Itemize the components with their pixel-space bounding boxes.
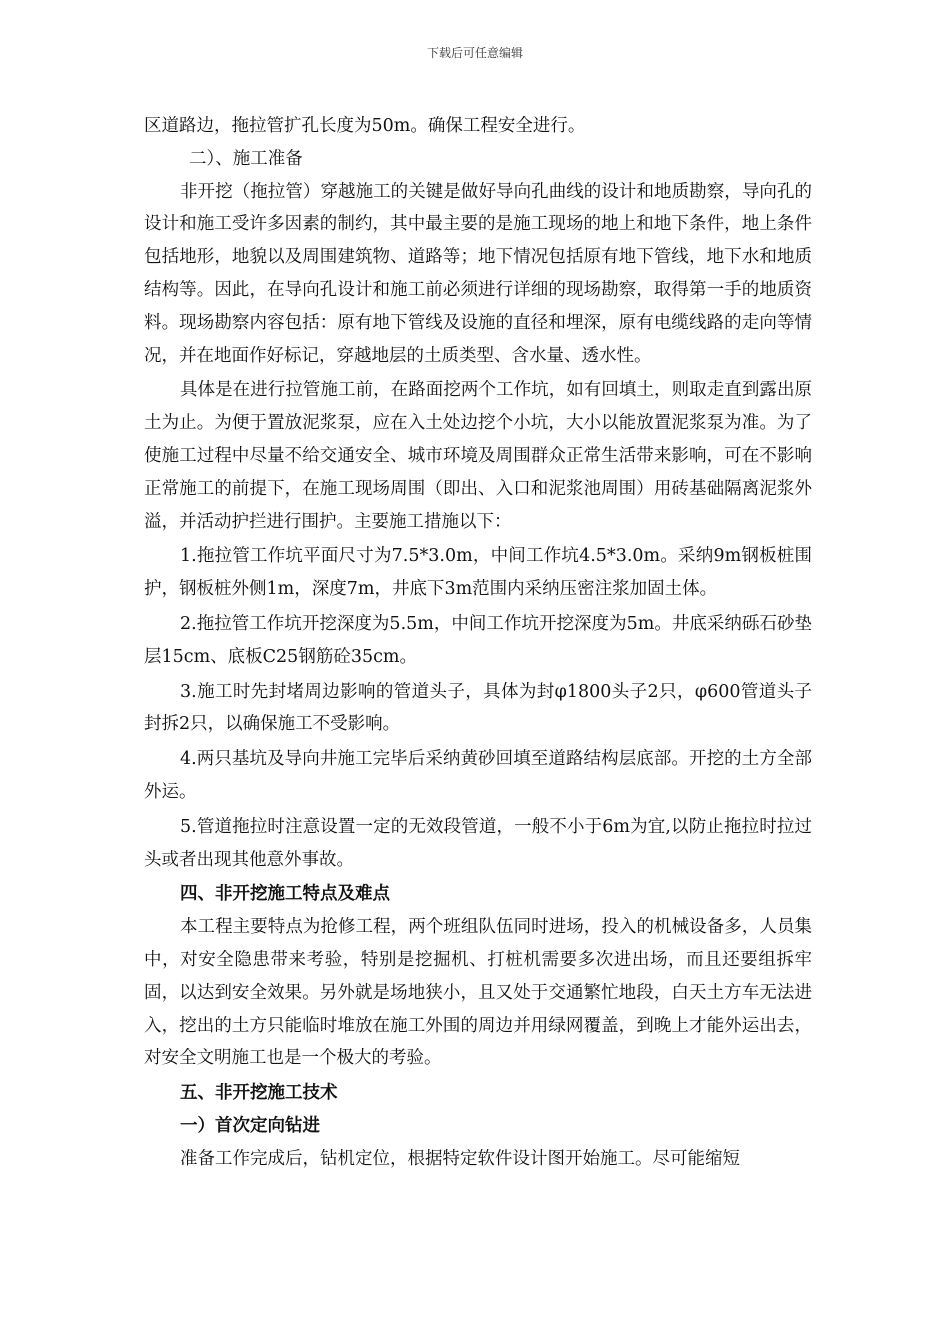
list-item-2: 2.拖拉管工作坑开挖深度为5.5m，中间工作坑开挖深度为5m。井底采纳砾石砂垫层15cm、底板C25钢筋砼35cm。 xyxy=(144,613,812,667)
section-heading-technique: 五、非开挖施工技术 xyxy=(180,1083,338,1104)
list-item-3: 3.施工时先封堵周边影响的管道头子，具体为封φ1800头子2只，φ600管道头子封拆2只，以确保施工不受影响。 xyxy=(144,681,812,735)
paragraph-continuation: 区道路边，拖拉管扩孔长度为50m。确保工程安全进行。 xyxy=(144,116,586,136)
section-heading-features: 四、非开挖施工特点及难点 xyxy=(180,884,390,905)
list-item-5: 5.管道拖拉时注意设置一定的无效段管道，一般不小于6m为宜,以防止拖拉时拉过头或者出现其他意外事故。 xyxy=(144,816,812,870)
paragraph-work-pit: 具体是在进行拉管施工前，在路面挖两个工作坑，如有回填土，则取走直到露出原土为止。为便于置放泥浆泵，应在入土处边挖个小坑，大小以能放置泥浆泵为准。为了使施工过程中尽量不给交通安全、城市环境及周围群众正常生活带来影响，可在不影响正常施工的前提下，在施工现场周围（即出、入口和泥浆池周围）用砖基础隔离泥浆外溢，并活动护拦进行围护。主要施工措施以下： xyxy=(144,380,812,532)
paragraph-drilling: 准备工作完成后，钻机定位，根据特定软件设计图开始施工。尽可能缩短 xyxy=(180,1148,740,1169)
paragraph-survey: 非开挖（拖拉管）穿越施工的关键是做好导向孔曲线的设计和地质勘察，导向孔的设计和施工受许多因素的制约，其中最主要的是施工现场的地上和地下条件，地上条件包括地形，地貌以及周围建筑物、道路等；地下情况包括原有地下管线，地下水和地质结构等。因此，在导向孔设计和施工前必须进行详细的现场勘察，取得第一手的地质资料。现场勘察内容包括：原有地下管线及设施的直径和埋深，原有电缆线路的走向等情况，并在地面作好标记，穿越地层的土质类型、含水量、透水性。 xyxy=(144,181,812,366)
list-item-1: 1.拖拉管工作坑平面尺寸为7.5*3.0m，中间工作坑4.5*3.0m。采纳9m钢板桩围护，钢板桩外侧1m，深度7m，井底下3m范围内采纳压密注浆加固土体。 xyxy=(144,546,812,600)
section-heading-construction-prep: 二）、施工准备 xyxy=(189,148,303,169)
subsection-heading-drilling: 一）首次定向钻进 xyxy=(180,1115,320,1136)
paragraph-features: 本工程主要特点为抢修工程，两个班组队伍同时进场，投入的机械设备多，人员集中，对安全隐患带来考验，特别是挖掘机、打桩机需要多次进出场，而且还要组拆牢固，以达到安全效果。另外就是场地狭小，且又处于交通繁忙地段，白天土方车无法进入，挖出的土方只能临时堆放在施工外围的周边并用绿网覆盖，到晚上才能外运出去，对安全文明施工也是一个极大的考验。 xyxy=(144,917,812,1069)
list-item-4: 4.两只基坑及导向井施工完毕后采纳黄砂回填至道路结构层底部。开挖的土方全部外运。 xyxy=(144,749,812,802)
page-header: 下载后可任意编辑 xyxy=(426,46,523,60)
document-body xyxy=(144,110,812,1176)
